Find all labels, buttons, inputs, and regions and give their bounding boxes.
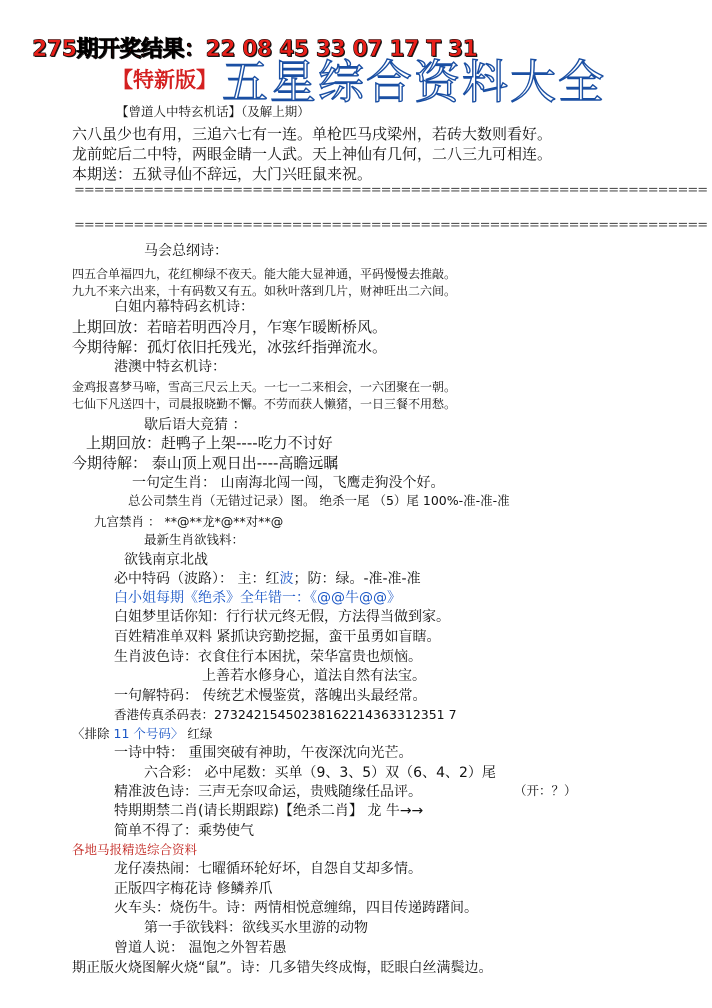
section4-line-1: 金鸡报喜梦马啼，雪高三尺云上天。一七一二来相会，一六团聚在一朝。: [72, 380, 457, 394]
section3-curr: 今期待解：孤灯依旧托残光，冰弦纤指弹流水。: [72, 338, 388, 356]
exclude-count: 11 个号码〉: [109, 726, 184, 741]
line-dream-talk: 白姐梦里话你知：行行状元终无假，方法得当做到家。: [114, 609, 450, 625]
edition-badge: 【特新版】: [112, 68, 217, 92]
exclude-text-c: 红绿: [187, 726, 213, 741]
section4-line-2: 七仙下凡送四十，司晨报晓勤不懈。不劳而获人懒猪，一日三餐不用愁。: [72, 397, 457, 411]
line-color-poem-2: 上善若水修身心，道法自然有法宝。: [202, 668, 426, 684]
section5-prev: 上期回放：赶鸭子上架----吃力不讨好: [86, 434, 333, 452]
section2-line-2: 九九不来六出来，十有码数又有五。如秋叶落到几片，财神旺出二六间。: [72, 284, 457, 298]
separator-1: ================================================================: [74, 183, 708, 198]
line-exclude: [72, 724, 212, 742]
section1-line-2: 龙前蛇后二中特，两眼金睛一人武。天上神仙有几何，二八三九可相连。: [72, 145, 553, 163]
wave-color-text-c: ；防：绿。-准-准-准: [293, 571, 421, 587]
line-banned-two: 特期期禁二肖(请长期跟踪)【绝杀二肖】 龙 牛→→: [114, 803, 424, 819]
line-poem-special: 一诗中特： 重围突破有神助，午夜深沈向光芒。: [114, 745, 413, 761]
section1-line-1: 六八虽少也有用，三追六七有一连。单枪匹马戌梁州，若砖大数则看好。: [72, 125, 553, 143]
line-latest-zodiac: 最新生肖欲钱料：: [144, 532, 245, 547]
line-nine-palace: 九宫禁肖 ： **@**龙*@**对**@: [94, 514, 284, 529]
line-fire-picture: 期正版火烧图解火烧“鼠”。诗：几多错失终成悔，眨眼白丝满鬓边。: [72, 960, 493, 976]
section3-heading: 白姐内幕特码玄机诗：: [114, 299, 254, 315]
section3-prev: 上期回放：若暗若明西冷月，乍寒乍暖断桥风。: [72, 318, 388, 336]
line-wave-color: [114, 568, 421, 588]
line-one-sentence: 一句解特码： 传统艺术慢鉴赏，落魄出头最经常。: [114, 688, 427, 704]
separator-2: ================================================================: [74, 218, 708, 233]
line-simple: 简单不得了：乘势使气: [114, 823, 254, 839]
section2-heading: 马会总纲诗：: [144, 243, 228, 259]
line-accurate-color: 精准波色诗：三声无奈叹命运，贵贱随缘任品评。: [114, 784, 422, 800]
exclude-text-a: 〈排除: [72, 726, 110, 741]
line-hk-kill-table: 香港传真杀码表：27324215450238162214363312351 7: [114, 707, 457, 722]
line-white-lady-kill: 白小姐每期《绝杀》全年错一：《@@牛@@》: [114, 590, 401, 606]
line-odd-even: 百姓精准单双料 紧抓诀窍勤挖掘，蛮干虽勇如盲瞎。: [114, 629, 441, 645]
line-open-result: （开：？）: [514, 783, 577, 798]
line-color-poem: 生肖波色诗：衣食住行本困扰，荣华富贵也烦恼。: [114, 649, 422, 665]
section-horse-reports: 各地马报精选综合资料: [72, 842, 198, 857]
line-dragon-boy: 龙仔凑热闹：七曜循环轮好坏，自怨自艾却多情。: [114, 861, 422, 877]
wave-color-text-a: 必中特码（波路）： 主：红: [114, 571, 280, 587]
line-plum-poem: 正版四字梅花诗 修鳞养爪: [114, 881, 273, 897]
section5-curr: 今期待解： 泰山顶上观日出----高瞻远瞩: [72, 454, 339, 472]
section1-heading: 【曾道人中特玄机话】（及解上期）: [116, 104, 310, 119]
line-zodiac-one: 一句定生肖： 山南海北闯一闯，飞鹰走狗没个好。: [132, 475, 445, 491]
section5-heading: 歇后语大竞猜 ：: [144, 417, 247, 433]
wave-color-text-b: 波: [279, 571, 294, 587]
section4-heading: 港澳中特玄机诗：: [114, 359, 226, 375]
page-title: 五星综合资料大全: [222, 55, 606, 109]
line-first-hand: 第一手欲钱料：欲线买水里游的动物: [144, 920, 368, 936]
section2-line-1: 四五合单福四九，花红柳绿不夜天。能大能大显神通，平码慢慢去推敲。: [72, 267, 457, 281]
line-train-head: 火车头：烧伤牛。诗：两情相悦意缠绵，四目传递踌躇间。: [114, 900, 478, 916]
line-tail-numbers: 六合彩： 必中尾数：买单（9、3、5）双（6、4、2）尾: [144, 765, 496, 781]
line-zeng-says: 曾道人说： 温饱之外智若愚: [114, 940, 287, 956]
line-money-riddle: 欲钱南京北战: [124, 552, 208, 568]
draw-result-banner: 275期开奖结果：22 08 45 33 07 17 T 31: [32, 37, 478, 62]
line-banned-zodiac: 总公司禁生肖（无错过记录）图。 绝杀一尾 （5）尾 100%-准-准-准: [128, 493, 510, 508]
section1-line-3: 本期送：五狱寻仙不辞远，大门兴旺鼠来祝。: [72, 165, 373, 183]
